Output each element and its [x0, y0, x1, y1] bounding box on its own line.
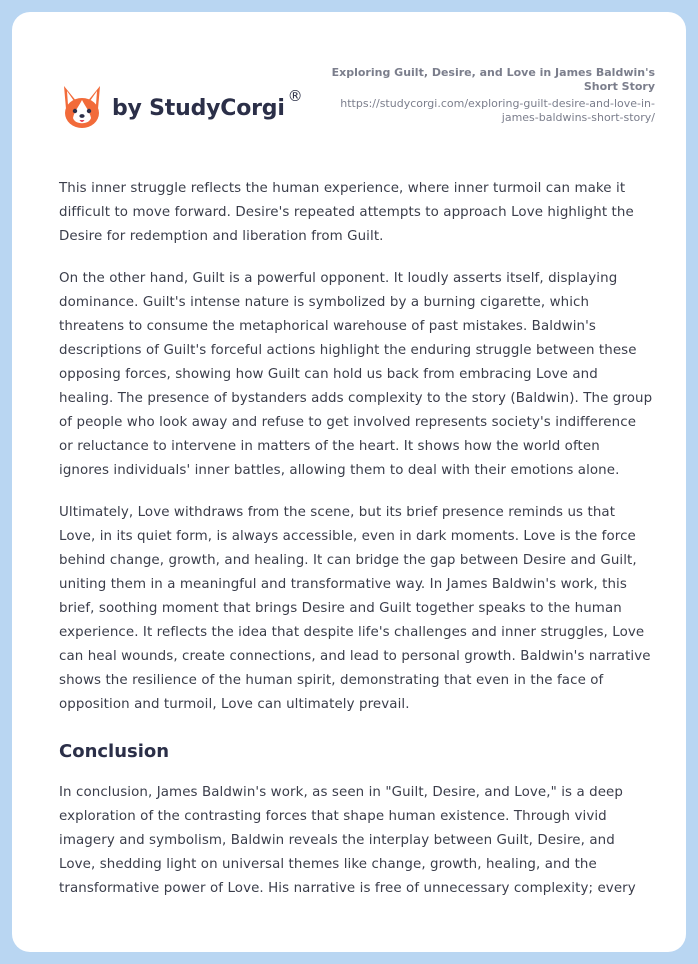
article-body — [59, 177, 653, 919]
source-title: Exploring Guilt, Desire, and Love in James Baldwin's Short Story — [331, 66, 655, 93]
corgi-logo-icon — [60, 82, 104, 130]
logo-text: by StudyCorgi — [112, 95, 285, 121]
paragraph: Ultimately, Love withdraws from the scene, but its brief presence reminds us that Love, in its quiet form, is always accessible, even in dark moments. Love is the force behind change, growth, and healing. It can bridge the gap between Desire and Guilt, uniting them in a meaningful and transformative way. In James Baldwin's work, this brief, soothing moment that brings Desire and Guilt together speaks to the human experience. It reflects the idea that despite life's challenges and inner struggles, Love can heal wounds, create connections, and lead to personal growth. Baldwin's narrative shows the resilience of the human spirit, demonstrating that even in the face of opposition and turmoil, Love can ultimately prevail. — [59, 505, 651, 712]
source-info — [305, 66, 655, 125]
registered-mark: ® — [287, 87, 303, 105]
conclusion-paragraph: In conclusion, James Baldwin's work, as seen in "Guilt, Desire, and Love," is a deep exploration of the contrasting forces that shape human existence. Through vivid imagery and symbolism, Baldwin reveals the interplay between Guilt, Desire, and Love, shedding light on universal themes like change, growth, healing, and the transformative power of Love. His narrative is free of unnecessary complexity; every — [59, 785, 636, 896]
paragraph: On the other hand, Guilt is a powerful opponent. It loudly asserts itself, displaying dominance. Guilt's intense nature is symbolized by a burning cigarette, which threatens to consume the metaphorical warehouse of past mistakes. Baldwin's descriptions of Guilt's forceful actions highlight the enduring struggle between these opposing forces, showing how Guilt can hold us back from embracing Love and healing. The presence of bystanders adds complexity to the story (Baldwin). The group of people who look away and refuse to get involved represents society's indifference or reluctance to intervene in matters of the heart. It shows how the world often ignores individuals' inner battles, allowing them to deal with their emotions alone. — [59, 271, 653, 478]
document-page — [12, 12, 686, 952]
studycorgi-logo[interactable] — [60, 76, 303, 136]
source-url[interactable]: https://studycorgi.com/exploring-guilt-desire-and-love-in-james-baldwins-short-story/ — [340, 97, 655, 124]
paragraph: This inner struggle reflects the human experience, where inner turmoil can make it difficult to move forward. Desire's repeated attempts to approach Love highlight the Desire for redemption and liberation from Guilt. — [59, 181, 634, 244]
conclusion-heading: Conclusion — [59, 741, 170, 762]
